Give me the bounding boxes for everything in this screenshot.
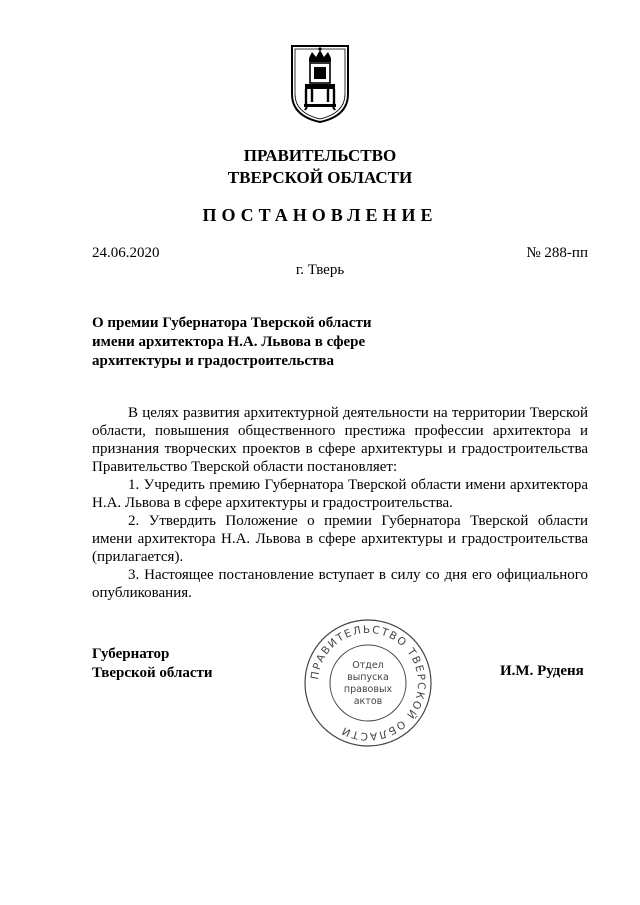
- body-paragraph-preamble: В целях развития архитектурной деятельности на территории Тверской области, повышения общественного престижа профессии архитектора и признания творческих проектов в сфере архитектуры и градостроительства Правительство Тверской области постановляет:: [92, 405, 588, 475]
- stamp-line-4: актов: [353, 696, 383, 707]
- stamp-inner-ring: [330, 645, 406, 721]
- subject-line-1: О премии Губернатора Тверской области: [92, 315, 372, 331]
- subject-line-2: имени архитектора Н.А. Львова в сфере: [92, 334, 366, 350]
- document-number: № 288-пп: [526, 245, 588, 261]
- document-subject: [92, 314, 412, 371]
- government-name-line1: ПРАВИТЕЛЬСТВО: [243, 146, 397, 165]
- signatory-position-line1: Губернатор: [92, 646, 170, 662]
- body-paragraph-item-1: 1. Учредить премию Губернатора Тверской области имени архитектора Н.А. Львова в сфере архитектуры и градостроительства.: [92, 477, 588, 511]
- signatory-position: [92, 645, 213, 683]
- government-name-line2: ТВЕРСКОЙ ОБЛАСТИ: [227, 168, 413, 187]
- stamp-ring-text: ПРАВИТЕЛЬСТВО ТВЕРСКОЙ ОБЛАСТИ: [308, 623, 428, 743]
- signatory-position-line2: Тверской области: [92, 665, 213, 681]
- stamp-line-1: Отдел: [352, 660, 384, 671]
- stamp-outer-ring: [305, 620, 431, 746]
- document-type: ПОСТАНОВЛЕНИЕ: [202, 205, 438, 225]
- official-stamp: [303, 618, 433, 748]
- body-paragraph-item-3: 3. Настоящее постановление вступает в силу со дня его официального опубликования.: [92, 567, 588, 601]
- document-city: г. Тверь: [295, 262, 345, 278]
- government-title: [0, 145, 640, 189]
- stamp-line-3: правовых: [343, 684, 393, 695]
- body-paragraph-item-2: 2. Утвердить Положение о премии Губернатора Тверской области имени архитектора Н.А. Львова в сфере архитектуры и градостроительства (прилагается).: [92, 513, 588, 565]
- tver-coat-of-arms-icon: [290, 44, 350, 124]
- document-body: [92, 404, 588, 602]
- document-date: 24.06.2020: [92, 245, 160, 261]
- subject-line-3: архитектуры и градостроительства: [92, 353, 334, 369]
- stamp-line-2: выпуска: [347, 672, 389, 683]
- signatory-name: И.М. Руденя: [500, 663, 584, 679]
